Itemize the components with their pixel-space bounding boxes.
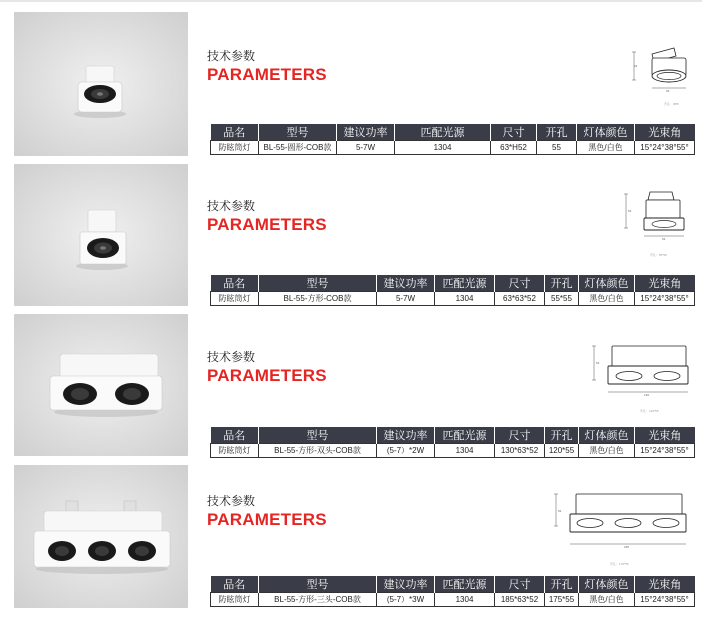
heading-cn: 技术参数 [207, 494, 256, 508]
cell-name: 防眩筒灯 [211, 292, 259, 306]
cutout-caption: 开孔：120*55 [640, 409, 659, 413]
col-header: 品名 [211, 427, 259, 444]
product-photo-square [14, 164, 188, 306]
spec-table [210, 576, 695, 607]
dim-height: 52 [558, 509, 562, 513]
col-header: 尺寸 [495, 576, 545, 593]
cell-beam: 15°24°38°55° [635, 593, 695, 607]
spec-value-row [211, 593, 695, 607]
col-header: 匹配光源 [435, 275, 495, 292]
col-header: 建议功率 [337, 124, 395, 141]
cutout-caption: 开孔：Φ55 [664, 102, 679, 106]
cell-power: 5-7W [377, 292, 435, 306]
dim-width: 63 [666, 89, 670, 93]
cell-power: 5-7W [337, 141, 395, 155]
parameters-heading [207, 49, 327, 84]
col-header: 开孔 [537, 124, 577, 141]
spec-table [210, 275, 695, 306]
col-header: 灯体颜色 [579, 427, 635, 444]
spec-value-row [211, 141, 695, 155]
cutout-caption: 开孔：55*55 [650, 253, 667, 257]
cell-color: 黑色/白色 [579, 593, 635, 607]
col-header: 匹配光源 [435, 576, 495, 593]
spec-header-row [211, 427, 695, 444]
product-photo-round [14, 12, 188, 156]
col-header: 建议功率 [377, 427, 435, 444]
cell-size: 130*63*52 [495, 444, 545, 458]
col-header: 尺寸 [491, 124, 537, 141]
cell-source: 1304 [435, 444, 495, 458]
heading-en: PARAMETERS [207, 215, 327, 234]
col-header: 开孔 [545, 275, 579, 292]
spec-table [210, 124, 695, 155]
top-divider [0, 0, 702, 2]
col-header: 建议功率 [377, 576, 435, 593]
cell-size: 185*63*52 [495, 593, 545, 607]
cell-model: BL-55-圆形-COB款 [259, 141, 337, 155]
cell-source: 1304 [435, 593, 495, 607]
parameters-heading [207, 494, 327, 529]
spec-value-row [211, 444, 695, 458]
cell-cutout: 55*55 [545, 292, 579, 306]
col-header: 开孔 [545, 427, 579, 444]
dimension-drawing-square [622, 186, 696, 252]
spec-table [210, 427, 695, 458]
col-header: 品名 [211, 275, 259, 292]
heading-cn: 技术参数 [207, 350, 256, 364]
col-header: 品名 [211, 124, 259, 141]
cell-beam: 15°24°38°55° [635, 444, 695, 458]
col-header: 光束角 [635, 576, 695, 593]
col-header: 型号 [259, 124, 337, 141]
col-header: 尺寸 [495, 275, 545, 292]
col-header: 光束角 [635, 124, 695, 141]
col-header: 建议功率 [377, 275, 435, 292]
dimension-drawing-double [590, 336, 694, 410]
product-photo-double [14, 314, 188, 456]
cell-name: 防眩筒灯 [211, 444, 259, 458]
cell-source: 1304 [395, 141, 491, 155]
cell-name: 防眩筒灯 [211, 141, 259, 155]
cell-cutout: 120*55 [545, 444, 579, 458]
col-header: 匹配光源 [395, 124, 491, 141]
col-header: 尺寸 [495, 427, 545, 444]
heading-cn: 技术参数 [207, 49, 256, 63]
product-photo-triple [14, 465, 188, 608]
cell-model: BL-55-方形-三头-COB款 [259, 593, 377, 607]
col-header: 灯体颜色 [579, 576, 635, 593]
heading-en: PARAMETERS [207, 510, 327, 529]
col-header: 灯体颜色 [577, 124, 635, 141]
heading-en: PARAMETERS [207, 65, 327, 84]
col-header: 光束角 [635, 427, 695, 444]
cell-color: 黑色/白色 [577, 141, 635, 155]
cell-cutout: 175*55 [545, 593, 579, 607]
dim-width: 63 [662, 237, 666, 241]
cell-cutout: 55 [537, 141, 577, 155]
col-header: 型号 [259, 427, 377, 444]
col-header: 匹配光源 [435, 427, 495, 444]
cell-beam: 15°24°38°55° [635, 141, 695, 155]
dim-height: 52 [628, 209, 632, 213]
spec-value-row [211, 292, 695, 306]
cell-color: 黑色/白色 [579, 444, 635, 458]
col-header: 品名 [211, 576, 259, 593]
dimension-drawing-triple [550, 486, 696, 570]
cell-size: 63*63*52 [495, 292, 545, 306]
parameters-heading [207, 350, 327, 385]
heading-en: PARAMETERS [207, 366, 327, 385]
cell-power: (5-7）*2W [377, 444, 435, 458]
cell-beam: 15°24°38°55° [635, 292, 695, 306]
cell-size: 63*H52 [491, 141, 537, 155]
col-header: 光束角 [635, 275, 695, 292]
parameters-heading [207, 199, 327, 234]
heading-cn: 技术参数 [207, 199, 256, 213]
spec-header-row [211, 275, 695, 292]
col-header: 灯体颜色 [579, 275, 635, 292]
cell-power: (5-7）*3W [377, 593, 435, 607]
cell-color: 黑色/白色 [579, 292, 635, 306]
dimension-drawing-round [630, 44, 698, 110]
dim-width: 130 [644, 393, 650, 397]
cell-name: 防眩筒灯 [211, 593, 259, 607]
dim-height: 52 [634, 64, 638, 68]
spec-header-row [211, 124, 695, 141]
cell-source: 1304 [435, 292, 495, 306]
cell-model: BL-55-方形-双头-COB款 [259, 444, 377, 458]
cell-model: BL-55-方形-COB款 [259, 292, 377, 306]
col-header: 开孔 [545, 576, 579, 593]
col-header: 型号 [259, 576, 377, 593]
dim-width: 185 [624, 545, 630, 549]
dim-height: 52 [596, 361, 600, 365]
cutout-caption: 开孔：175*55 [610, 562, 629, 566]
col-header: 型号 [259, 275, 377, 292]
spec-header-row [211, 576, 695, 593]
